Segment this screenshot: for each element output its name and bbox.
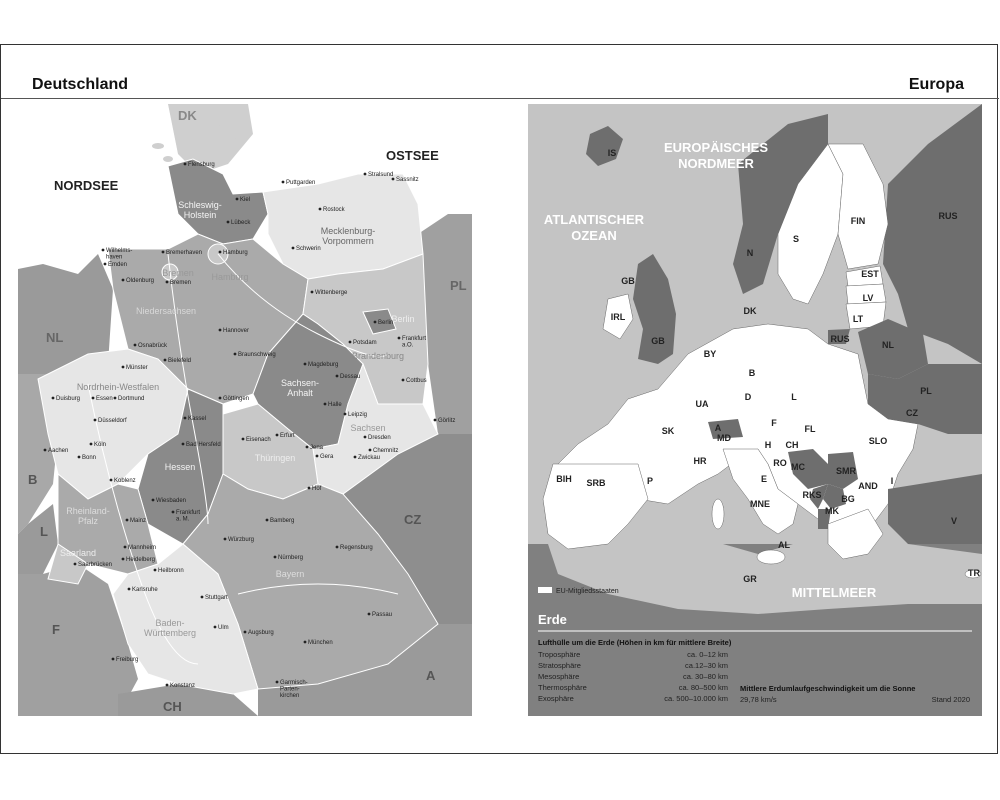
city-label: Mannheim [128, 545, 157, 551]
country-label: F [771, 418, 777, 428]
country-label: SRB [586, 478, 606, 488]
city-label: Mainz [130, 518, 147, 524]
city-dot [172, 511, 175, 514]
city-dot [162, 251, 165, 254]
city-label: Regensburg [340, 545, 373, 551]
country-label: S [792, 234, 800, 244]
city-label: Konstanz [170, 683, 196, 689]
city-dot [224, 538, 227, 541]
city-label: Saarbrücken [78, 562, 113, 568]
country-label: RUS [938, 211, 958, 221]
state-label: Baden-Württemberg [143, 618, 197, 638]
state-label: Berlin [391, 314, 415, 324]
layer-value: ca. 30–80 km [682, 672, 728, 681]
city-dot [336, 375, 339, 378]
city-dot [324, 403, 327, 406]
city-label: Jena [310, 445, 324, 451]
state-label: Bayern [275, 569, 305, 579]
city-dot [402, 379, 405, 382]
country-label-a: A [426, 668, 436, 683]
country-label: BY [703, 349, 717, 359]
country-label: GR [743, 574, 757, 584]
city-dot [122, 366, 125, 369]
country-label: FL [804, 424, 816, 434]
state-label: Nordrhein-Westfalen [76, 382, 160, 392]
city-dot [219, 397, 222, 400]
city-dot [164, 359, 167, 362]
country-label: I [890, 476, 894, 486]
country-label: EST [861, 269, 879, 279]
state-label: Hessen [164, 462, 196, 472]
country-label: BG [841, 494, 855, 504]
city-label: Leipzig [348, 412, 368, 418]
state-label: Sachsen-Anhalt [280, 378, 320, 398]
city-label: Cottbus [406, 378, 427, 384]
country-label: HR [693, 456, 707, 466]
country-label: RUS [830, 334, 850, 344]
city-dot [201, 596, 204, 599]
country-label: CZ [906, 408, 918, 418]
city-label: Heidelberg [126, 557, 156, 563]
sea-label-nordmeer-2: NORDMEER [678, 156, 754, 171]
country-label: TR [968, 568, 980, 578]
city-dot [78, 456, 81, 459]
city-dot [242, 438, 245, 441]
city-label: Bamberg [270, 518, 295, 524]
city-dot [44, 449, 47, 452]
erde-title: Erde [538, 612, 567, 627]
city-label: Sassnitz [396, 177, 419, 183]
legend-swatch [538, 587, 552, 593]
city-dot [349, 341, 352, 344]
city-dot [276, 681, 279, 684]
city-dot [344, 413, 347, 416]
sea-label-ostsee: OSTSEE [386, 148, 439, 163]
state-label: Rheinland-Pfalz [66, 506, 110, 526]
country-label: V [950, 516, 958, 526]
legend-label: EU-Mitgliedsstaaten [556, 588, 619, 595]
city-dot [398, 337, 401, 340]
city-dot [219, 251, 222, 254]
layer-name: Thermosphäre [538, 683, 587, 692]
country-label-nl: NL [46, 330, 64, 345]
country-label: MNE [750, 499, 770, 509]
city-dot [364, 173, 367, 176]
city-dot [102, 249, 105, 252]
city-label: Magdeburg [308, 362, 339, 368]
speed-value: 29,78 km/s [740, 695, 777, 704]
country-label: PL [920, 386, 932, 396]
city-label: Lübeck [231, 220, 251, 226]
city-label: Bremerhaven [166, 250, 203, 256]
city-label: Wittenberge [315, 290, 348, 296]
country-label: MD [717, 433, 731, 443]
city-label: Garmisch-Parten-kirchen [280, 680, 308, 700]
city-label: Hamburg [223, 250, 248, 256]
country-label: NL [882, 340, 894, 350]
header-divider [1, 98, 999, 99]
city-dot [124, 546, 127, 549]
city-dot [122, 279, 125, 282]
city-label: Aachen [48, 448, 69, 454]
country-label: SMR [836, 466, 856, 476]
city-dot [336, 546, 339, 549]
city-label: Görlitz [438, 418, 456, 424]
city-dot [92, 397, 95, 400]
country-label: AND [858, 481, 878, 491]
germany-map [18, 104, 472, 716]
city-label: Münster [126, 365, 148, 371]
country-label: RO [773, 458, 787, 468]
city-label: Koblenz [114, 478, 136, 484]
city-dot [114, 397, 117, 400]
layer-name: Stratosphäre [538, 661, 581, 670]
city-label: Augsburg [248, 630, 274, 636]
city-dot [166, 281, 169, 284]
country-label: P [646, 476, 654, 486]
city-dot [304, 363, 307, 366]
city-label: Eisenach [246, 437, 271, 443]
city-label: Duisburg [56, 396, 81, 402]
layer-value: ca.12–30 km [685, 661, 728, 670]
city-dot [374, 321, 377, 324]
state-label: Brandenburg [351, 351, 405, 361]
city-dot [134, 344, 137, 347]
city-label: Chemnitz [373, 448, 399, 454]
country-label-l: L [40, 524, 48, 539]
city-label: Flensburg [188, 162, 215, 168]
header-right-title: Europa [908, 76, 964, 93]
country-label-pl: PL [450, 278, 467, 293]
layer-value: ca. 0–12 km [687, 650, 728, 659]
country-label-dk: DK [178, 108, 197, 123]
state-label: Saarland [59, 548, 97, 558]
header-left-title: Deutschland [32, 76, 129, 93]
city-dot [304, 641, 307, 644]
city-dot [154, 569, 157, 572]
city-label: Gera [320, 454, 334, 460]
country-label-b: B [28, 472, 38, 487]
country-label: GB [621, 276, 635, 286]
country-label: SK [661, 426, 675, 436]
island-shape [214, 124, 242, 140]
city-dot [319, 208, 322, 211]
country-label: D [744, 392, 752, 402]
city-dot [282, 181, 285, 184]
country-label: CH [785, 440, 799, 450]
city-dot [184, 163, 187, 166]
city-dot [306, 446, 309, 449]
state-label: Niedersachsen [135, 306, 197, 316]
city-dot [110, 479, 113, 482]
city-dot [112, 658, 115, 661]
city-label: Emden [108, 262, 128, 268]
city-dot [166, 684, 169, 687]
europe-map [528, 104, 982, 716]
city-label: Potsdam [353, 340, 377, 346]
city-label: Halle [328, 402, 342, 408]
city-label: Nürnberg [278, 555, 304, 561]
country-label: UA [695, 399, 709, 409]
layer-name: Mesosphäre [538, 672, 580, 681]
city-label: Dortmund [118, 396, 145, 402]
city-dot [227, 221, 230, 224]
germany-map-panel [18, 104, 472, 716]
city-label: Dessau [340, 374, 361, 380]
city-dot [219, 329, 222, 332]
city-label: Wiesbaden [156, 498, 187, 504]
city-label: Würzburg [228, 537, 255, 543]
city-dot [236, 198, 239, 201]
city-dot [316, 455, 319, 458]
city-dot [234, 353, 237, 356]
country-label: IS [607, 148, 617, 158]
speed-title: Mittlere Erdumlaufgeschwindigkeit um die Sonne [740, 684, 916, 693]
city-dot [104, 263, 107, 266]
country-label-ch: CH [163, 699, 182, 714]
city-label: Osnabrück [138, 343, 168, 349]
city-label: Braunschweig [238, 352, 276, 358]
city-label: Zwickau [358, 455, 381, 461]
city-dot [392, 178, 395, 181]
country-label: A [714, 423, 722, 433]
city-dot [128, 588, 131, 591]
city-label: Göttingen [223, 396, 250, 402]
city-label: Karlsruhe [132, 587, 158, 593]
city-dot [364, 436, 367, 439]
stand-label: Stand 2020 [931, 695, 970, 704]
country-label: GB [651, 336, 665, 346]
city-label: Essen [96, 396, 113, 402]
city-dot [152, 499, 155, 502]
city-label: Oldenburg [126, 278, 155, 284]
city-label: Heilbronn [158, 568, 184, 574]
city-dot [214, 626, 217, 629]
country-label: FIN [850, 216, 866, 226]
state-label: Schleswig-Holstein [178, 200, 222, 220]
city-dot [266, 519, 269, 522]
country-label-f: F [52, 622, 60, 637]
island-sardinia [712, 499, 724, 529]
city-dot [74, 563, 77, 566]
city-label: München [308, 640, 333, 646]
country-label: AL [778, 540, 790, 550]
city-label: Kiel [240, 197, 251, 203]
city-label: Passau [372, 612, 393, 618]
city-label: Schwerin [296, 246, 321, 252]
city-dot [184, 417, 187, 420]
city-dot [52, 397, 55, 400]
state-label: Thüringen [254, 453, 296, 463]
city-label: Hof [312, 486, 322, 492]
state-label: Sachsen [350, 423, 386, 433]
country-label: LV [862, 293, 874, 303]
layer-name: Troposphäre [538, 650, 581, 659]
sea-label-nordsee: NORDSEE [54, 178, 119, 193]
city-dot [276, 434, 279, 437]
city-dot [94, 419, 97, 422]
island-shape [152, 143, 164, 149]
city-label: Wilhelms-haven [106, 248, 133, 261]
city-dot [292, 247, 295, 250]
city-label: Stralsund [368, 172, 394, 178]
city-dot [368, 613, 371, 616]
sea-label-nordmeer-1: EUROPÄISCHES [663, 140, 769, 155]
country-label: DK [743, 306, 757, 316]
city-label: Rostock [323, 207, 345, 213]
europe-map-panel [528, 104, 982, 716]
city-label: Freiburg [116, 657, 139, 663]
city-dot [244, 631, 247, 634]
city-dot [311, 291, 314, 294]
city-dot [182, 443, 185, 446]
city-label: Stuttgart [205, 595, 228, 601]
city-label: Bielefeld [168, 358, 192, 364]
country-label: L [791, 392, 797, 402]
country-label: SLO [868, 436, 888, 446]
sea-label-atlantik-2: OZEAN [571, 228, 617, 243]
country-label: MK [825, 506, 839, 516]
city-dot [434, 419, 437, 422]
city-label: Erfurt [280, 433, 295, 439]
city-label: Puttgarden [286, 180, 316, 186]
city-dot [90, 443, 93, 446]
city-dot [354, 456, 357, 459]
layer-value: ca. 80–500 km [678, 683, 728, 692]
island-sicily [757, 550, 785, 564]
city-dot [274, 556, 277, 559]
city-label: Frankfurt a. M. [176, 510, 201, 523]
city-label: Berlin [378, 320, 394, 326]
city-label: Frankfurt a.O. [402, 336, 427, 349]
layer-value: ca. 500–10.000 km [664, 694, 728, 703]
city-label: Köln [94, 442, 107, 448]
country-label: E [760, 474, 768, 484]
country-label: B [748, 368, 756, 378]
city-label: Kassel [188, 416, 207, 422]
country-label: IRL [610, 312, 626, 322]
country-label-cz: CZ [404, 512, 422, 527]
sea-label-mittelmeer: MITTELMEER [791, 585, 877, 600]
island-shape [163, 156, 173, 162]
city-label: Düsseldorf [98, 418, 127, 424]
city-dot [126, 519, 129, 522]
city-label: Bonn [82, 455, 97, 461]
state-label: Hamburg [211, 272, 249, 282]
state-label: Bremen [162, 268, 194, 278]
country-label: N [746, 248, 754, 258]
city-label: Dresden [368, 435, 391, 441]
city-label: Bad Hersfeld [186, 442, 221, 448]
city-label: Bremen [170, 280, 192, 286]
country-label: RKS [802, 490, 822, 500]
layer-name: Exosphäre [538, 694, 574, 703]
city-dot [369, 449, 372, 452]
country-label: H [764, 440, 772, 450]
erde-subtitle: Lufthülle um die Erde (Höhen in km für mittlere Breite) [538, 638, 732, 647]
sea-label-atlantik-1: ATLANTISCHER [543, 212, 645, 227]
city-label: Hannover [223, 328, 250, 334]
country-label: LT [852, 314, 864, 324]
city-label: Ulm [218, 625, 229, 631]
country-label: MC [791, 462, 805, 472]
state-label: Mecklenburg-Vorpommern [320, 226, 376, 246]
city-dot [122, 558, 125, 561]
country-label: BIH [556, 474, 572, 484]
city-dot [308, 487, 311, 490]
